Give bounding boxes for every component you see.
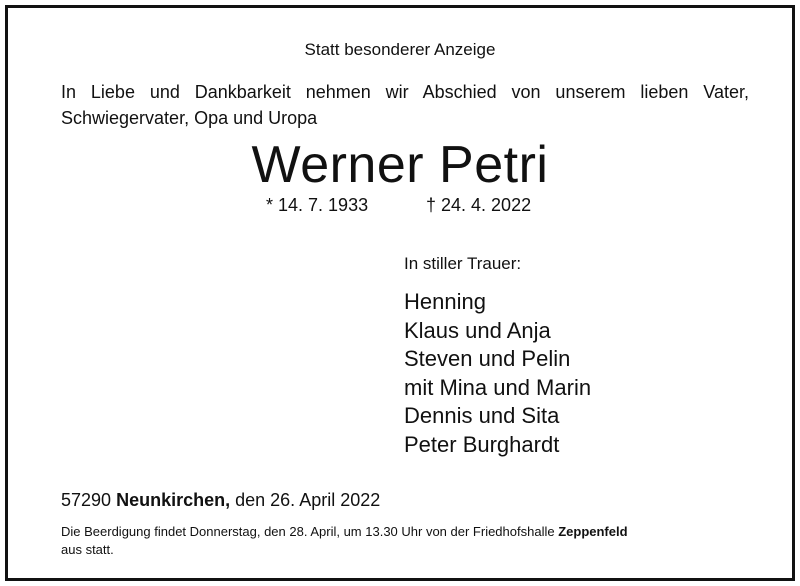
funeral-info (61, 523, 761, 559)
mourner-name: Henning (404, 289, 486, 314)
place-and-date (61, 490, 380, 511)
funeral-location: Zeppenfeld (558, 524, 628, 539)
death-date: † 24. 4. 2022 (426, 195, 532, 215)
mourner-name: mit Mina und Marin (404, 374, 592, 400)
deceased-name: Werner Petri (251, 136, 549, 194)
funeral-suffix: aus statt. (61, 542, 114, 557)
mourner-name: Klaus und Anja (404, 317, 551, 343)
intro-line-1: In Liebe und Dankbarkeit nehmen wir Abschied von unserem lieben Vater, (61, 82, 749, 102)
mourner-name: Dennis und Sita (404, 403, 560, 428)
mourner-name: Steven und Pelin (404, 346, 571, 371)
city-name: Neunkirchen, (116, 490, 231, 510)
mourner-name: Peter Burghardt (404, 431, 560, 457)
notice-header: Statt besonderer Anzeige (304, 40, 496, 59)
mourners-list (404, 288, 591, 459)
intro-line-2: Schwiegervater, Opa und Uropa (61, 108, 318, 128)
intro-text (61, 79, 749, 131)
postal-code: 57290 (61, 490, 112, 510)
birth-date: * 14. 7. 1933 (266, 195, 369, 215)
notice-date: den 26. April 2022 (235, 490, 381, 510)
mourners-label: In stiller Trauer: (404, 254, 522, 273)
funeral-text: Die Beerdigung findet Donnerstag, den 28. April, um 13.30 Uhr von der Friedhofshalle (61, 524, 555, 539)
obituary-notice (5, 5, 795, 581)
